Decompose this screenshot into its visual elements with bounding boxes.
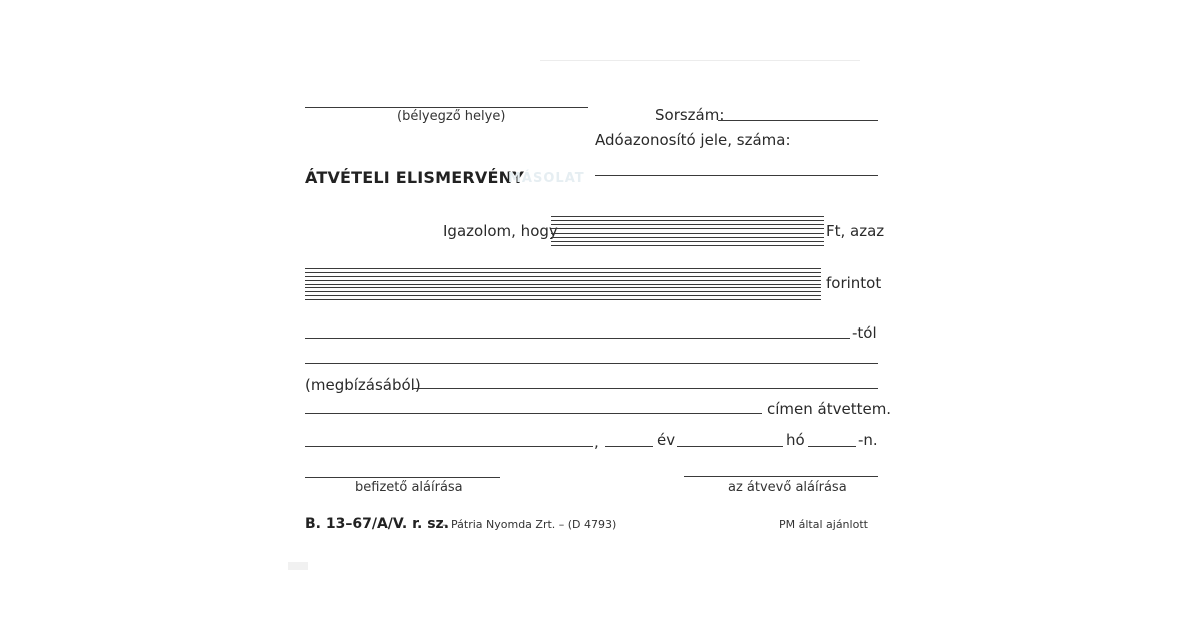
payer-signature-label: befizető aláírása	[355, 480, 463, 495]
month-field[interactable]	[677, 446, 783, 447]
ft-label: Ft, azaz	[826, 222, 885, 240]
address-label: címen átvettem.	[767, 400, 892, 418]
date-comma: ,	[594, 433, 599, 451]
payer-name-field[interactable]	[305, 338, 850, 339]
publisher-info: – Pátria Nyomda Zrt. – (D 4793)	[442, 518, 617, 531]
mandate-label: (megbízásából)	[305, 376, 421, 394]
payer-name-field-2[interactable]	[305, 363, 878, 364]
tol-label: -tól	[852, 324, 877, 342]
receiver-signature-line[interactable]	[684, 476, 878, 477]
amount-field[interactable]	[551, 216, 824, 246]
year-label: év	[657, 431, 676, 449]
payer-signature-line[interactable]	[305, 477, 500, 478]
copy-watermark: MÁSOLAT	[508, 171, 585, 186]
serial-label: Sorszám:	[655, 106, 725, 124]
scan-ghost-line	[540, 60, 860, 61]
form-code: B. 13–67/A/V. r. sz.	[305, 516, 450, 532]
serial-field[interactable]	[718, 120, 878, 121]
tax-id-field[interactable]	[595, 175, 878, 176]
receiver-signature-label: az átvevő aláírása	[728, 480, 847, 495]
address-field[interactable]	[305, 413, 762, 414]
mandate-field[interactable]	[413, 388, 878, 389]
form-title: ÁTVÉTELI ELISMERVÉNY	[305, 168, 524, 187]
tax-id-label: Adóazonosító jele, száma:	[595, 131, 791, 149]
amount-words-field[interactable]	[305, 268, 821, 300]
year-field[interactable]	[605, 446, 653, 447]
stamp-caption: (bélyegző helye)	[397, 109, 506, 124]
day-label: -n.	[858, 431, 878, 449]
certify-label: Igazolom, hogy	[443, 222, 558, 240]
place-field[interactable]	[305, 446, 593, 447]
scan-artifact	[288, 562, 308, 570]
month-label: hó	[786, 431, 805, 449]
recommended-note: PM által ajánlott	[779, 518, 868, 531]
day-field[interactable]	[808, 446, 856, 447]
stamp-line	[305, 107, 588, 108]
forint-label: forintot	[826, 274, 882, 292]
